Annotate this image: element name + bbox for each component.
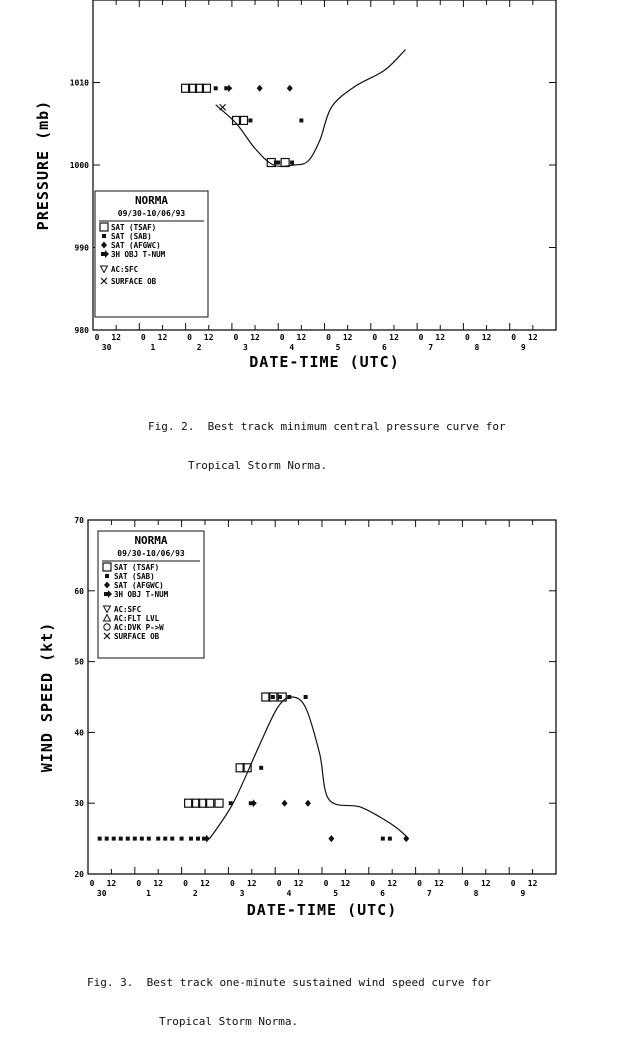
legend-label: SURFACE OB — [111, 277, 157, 286]
x-day-label: 5 — [333, 889, 339, 898]
x-hour-label: 12 — [527, 879, 538, 888]
data-point-small-square — [388, 837, 392, 841]
y-tick-label: 1000 — [69, 161, 89, 170]
x-hour-label: 12 — [389, 333, 399, 342]
x-hour-label: 12 — [106, 879, 117, 888]
chart-1-best-track-line — [216, 50, 406, 167]
x-hour-label: 12 — [387, 879, 398, 888]
legend-label: AC:FLT LVL — [114, 614, 160, 623]
chart-2-series-1 — [185, 693, 287, 807]
data-point-small-square — [189, 837, 193, 841]
chart-2-x-axis-title: DATE-TIME (UTC) — [246, 901, 398, 919]
x-hour-label: 12 — [203, 333, 214, 342]
data-point-small-square — [290, 161, 294, 165]
y-tick-label: 980 — [74, 326, 89, 335]
legend-title: NORMA — [134, 534, 168, 547]
data-point-small-square — [180, 837, 184, 841]
data-point-small-square — [229, 801, 233, 805]
x-day-label: 8 — [474, 343, 480, 352]
chart-1-series-5 — [220, 104, 226, 110]
x-hour-label: 0 — [229, 879, 235, 888]
x-hour-label: 0 — [372, 333, 378, 342]
data-point-small-square — [126, 837, 130, 841]
data-point-small-square — [105, 837, 109, 841]
data-point-small-square — [299, 118, 303, 122]
figure-2-caption-line-2: Tropical Storm Norma. — [188, 459, 328, 472]
x-day-label: 9 — [520, 889, 526, 898]
figure-3-caption-line-2: Tropical Storm Norma. — [159, 1015, 299, 1028]
x-day-label: 3 — [243, 343, 248, 352]
y-tick-label: 1010 — [69, 78, 89, 88]
data-point-small-square — [381, 837, 385, 841]
chart-2 — [38, 516, 556, 919]
chart-1-x-axis-title: DATE-TIME (UTC) — [249, 353, 400, 371]
x-hour-label: 12 — [434, 879, 444, 888]
legend-title: NORMA — [134, 194, 169, 207]
figure-3-caption — [87, 950, 491, 1041]
x-day-label: 7 — [426, 889, 432, 898]
legend-label: SAT (TSAF) — [114, 563, 160, 572]
x-hour-label: 12 — [250, 333, 260, 342]
data-point-small-square — [287, 695, 291, 699]
legend-label: SAT (AFGWC) — [114, 581, 164, 590]
data-point-small-square — [112, 837, 116, 841]
x-day-label: 7 — [428, 343, 434, 352]
x-hour-label: 12 — [340, 879, 351, 888]
x-hour-label: 0 — [187, 333, 193, 342]
x-hour-label: 12 — [293, 879, 304, 888]
data-point-small-square — [278, 695, 282, 699]
x-day-label: 2 — [192, 889, 198, 898]
legend-period: 09/30-10/06/93 — [117, 549, 185, 558]
data-point-small-square — [156, 837, 160, 841]
figure-2-caption — [148, 394, 506, 485]
x-hour-label: 0 — [94, 333, 100, 342]
data-point-small-square — [276, 161, 280, 165]
data-point-small-square — [163, 837, 167, 841]
x-day-label: 2 — [196, 343, 202, 352]
chart-2-best-track-line — [210, 697, 409, 839]
y-tick-label: 70 — [74, 516, 84, 525]
chart-2-y-axis-title: WIND SPEED (kt) — [38, 621, 56, 773]
data-point-small-square — [98, 837, 102, 841]
data-point-small-square — [271, 695, 275, 699]
data-point-small-square — [147, 837, 151, 841]
data-point-small-square — [170, 837, 174, 841]
x-hour-label: 12 — [157, 333, 168, 342]
x-day-label: 4 — [286, 889, 292, 898]
x-day-label: 6 — [380, 889, 385, 898]
x-hour-label: 0 — [183, 879, 189, 888]
legend-label: 3H OBJ T-NUM — [114, 590, 169, 599]
y-tick-label: 990 — [74, 243, 89, 253]
x-hour-label: 12 — [528, 333, 538, 342]
figure-2-caption-line-1: Fig. 2. Best track minimum central pressure curve for — [148, 420, 506, 433]
x-day-label: 6 — [381, 343, 387, 352]
legend-label: SAT (AFGWC) — [111, 241, 161, 250]
data-point-diamond — [282, 800, 288, 807]
data-point-star — [249, 799, 257, 807]
chart-1-legend — [95, 191, 208, 317]
legend-label: AC:SFC — [114, 605, 142, 614]
x-day-label: 8 — [473, 889, 479, 898]
data-point-open-square — [215, 799, 223, 807]
x-hour-label: 0 — [510, 879, 516, 888]
legend-label: SURFACE OB — [114, 632, 160, 641]
x-hour-label: 0 — [463, 879, 469, 888]
x-hour-label: 0 — [418, 333, 424, 342]
y-tick-label: 60 — [74, 586, 84, 596]
x-hour-label: 12 — [435, 333, 446, 342]
x-hour-label: 0 — [136, 879, 142, 888]
legend-period: 09/30-10/06/93 — [117, 209, 186, 218]
x-day-label: 4 — [289, 343, 295, 352]
x-hour-label: 12 — [200, 879, 210, 888]
x-day-label: 30 — [101, 343, 112, 352]
data-point-small-square — [259, 766, 263, 770]
data-point-x — [220, 104, 226, 110]
x-hour-label: 0 — [279, 333, 285, 342]
chart-2-series-2 — [98, 695, 392, 841]
chart-1-series-4 — [224, 84, 232, 92]
data-point-diamond — [257, 85, 263, 92]
x-hour-label: 0 — [323, 879, 329, 888]
x-hour-label: 0 — [140, 333, 146, 342]
x-hour-label: 12 — [342, 333, 353, 342]
figure-3-caption-line-1: Fig. 3. Best track one-minute sustained wind speed curve for — [87, 976, 491, 989]
x-hour-label: 0 — [511, 333, 517, 342]
data-point-star — [224, 84, 232, 92]
x-hour-label: 12 — [111, 333, 121, 342]
data-point-small-square — [248, 118, 252, 122]
x-hour-label: 0 — [326, 333, 331, 342]
legend-label: AC:SFC — [111, 265, 139, 274]
x-hour-label: 12 — [296, 333, 307, 342]
data-point-small-square — [196, 837, 200, 841]
x-hour-label: 12 — [480, 879, 491, 888]
data-point-diamond — [305, 800, 311, 807]
data-point-small-square — [214, 86, 218, 90]
x-day-label: 30 — [96, 889, 107, 898]
chart-1 — [34, 0, 556, 371]
x-day-label: 1 — [146, 889, 151, 898]
y-tick-label: 50 — [74, 657, 84, 667]
x-day-label: 9 — [520, 343, 526, 352]
data-point-diamond — [287, 85, 293, 92]
x-hour-label: 0 — [233, 333, 239, 342]
chart-2-legend — [98, 531, 204, 658]
chart-1-series-1 — [182, 84, 290, 166]
legend-label: SAT (SAB) — [114, 572, 155, 581]
y-tick-label: 40 — [74, 728, 84, 738]
chart-1-y-axis-title: PRESSURE (mb) — [34, 99, 52, 231]
x-hour-label: 0 — [276, 879, 282, 888]
legend-symbol-small-square — [102, 234, 106, 238]
data-point-small-square — [119, 837, 123, 841]
data-point-small-square — [133, 837, 137, 841]
legend-label: SAT (SAB) — [111, 232, 152, 241]
legend-label: SAT (TSAF) — [111, 223, 157, 232]
y-tick-label: 30 — [74, 799, 84, 809]
x-day-label: 3 — [239, 889, 245, 898]
x-hour-label: 12 — [246, 879, 257, 888]
data-point-diamond — [403, 835, 409, 842]
chart-1-series-3 — [257, 85, 293, 92]
chart-2-series-4 — [202, 799, 257, 842]
x-hour-label: 0 — [370, 879, 376, 888]
x-hour-label: 12 — [481, 333, 492, 342]
legend-label: AC:DVK P->W — [114, 623, 164, 632]
x-hour-label: 0 — [464, 333, 470, 342]
data-point-diamond — [328, 835, 334, 842]
x-day-label: 5 — [335, 343, 341, 352]
y-tick-label: 20 — [74, 870, 84, 879]
legend-label: 3H OBJ T-NUM — [111, 250, 166, 259]
legend-symbol-small-square — [105, 574, 109, 578]
data-point-small-square — [304, 695, 308, 699]
x-day-label: 1 — [150, 343, 156, 352]
x-hour-label: 0 — [89, 879, 95, 888]
data-point-star — [202, 835, 210, 843]
data-point-small-square — [140, 837, 144, 841]
x-hour-label: 12 — [153, 879, 164, 888]
x-hour-label: 0 — [417, 879, 423, 888]
